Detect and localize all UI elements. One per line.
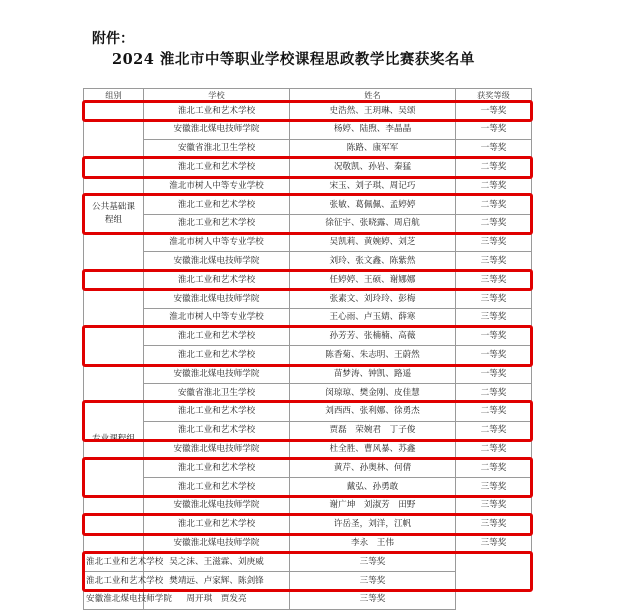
names-cell: 吴之沫、王滋霖、刘庚威 [144, 553, 290, 572]
award-cell: 三等奖 [290, 553, 456, 572]
award-cell: 二等奖 [456, 421, 532, 440]
names-cell: 刘玲、张文鑫、陈紫然 [290, 252, 456, 271]
names-cell: 樊靖远、卢家辉、陈剑锋 [144, 571, 290, 590]
names-cell: 宋玉、刘子琪、周记巧 [290, 177, 456, 196]
school-cell: 淮北工业和艺术学校 [144, 271, 290, 290]
school-cell: 淮北工业和艺术学校 [144, 515, 290, 534]
table-row [84, 102, 532, 121]
column-header-name: 姓名 [290, 89, 456, 102]
document-title: 2024 淮北市中等职业学校课程思政教学比赛获奖名单 [112, 51, 475, 68]
award-cell: 三等奖 [456, 289, 532, 308]
school-cell: 安徽淮北煤电技师学院 [144, 440, 290, 459]
table-row [84, 214, 532, 233]
names-cell: 陈香菊、朱志明、王蔚然 [290, 346, 456, 365]
names-cell: 徐征宇、张晓露、周启航 [290, 214, 456, 233]
names-cell: 贾磊 荣婉君 丁子俊 [290, 421, 456, 440]
school-cell: 安徽淮北煤电技师学院 [144, 496, 290, 515]
table-row [84, 346, 532, 365]
column-header-group: 组别 [84, 89, 144, 102]
award-cell: 一等奖 [456, 120, 532, 139]
table-row [84, 139, 532, 158]
names-cell: 杨婷、陆煦、李晶晶 [290, 120, 456, 139]
award-cell: 三等奖 [456, 308, 532, 327]
table-row [84, 534, 532, 553]
table-row [84, 177, 532, 196]
school-cell: 淮北工业和艺术学校 [144, 102, 290, 121]
names-cell: 任婷婷、王硕、谢娜娜 [290, 271, 456, 290]
table-row [84, 571, 532, 590]
award-cell: 二等奖 [456, 383, 532, 402]
table-row [84, 590, 532, 609]
award-cell: 一等奖 [456, 327, 532, 346]
award-cell: 三等奖 [290, 571, 456, 590]
names-cell: 闵琼琼、樊金刚、皮佳慧 [290, 383, 456, 402]
names-cell: 黄芹、孙奥林、何倩 [290, 459, 456, 478]
names-cell: 史浩然、王玥琳、吴颂 [290, 102, 456, 121]
school-cell: 淮北工业和艺术学校 [144, 214, 290, 233]
school-cell: 淮北工业和艺术学校 [144, 459, 290, 478]
table-row [84, 233, 532, 252]
group-cell: 专业课程组 [84, 327, 144, 553]
award-cell: 三等奖 [456, 477, 532, 496]
table-body [84, 102, 532, 610]
school-cell: 安徽省淮北卫生学校 [144, 139, 290, 158]
table-row [84, 252, 532, 271]
column-header-school: 学校 [144, 89, 290, 102]
school-cell: 淮北工业和艺术学校 [144, 477, 290, 496]
award-cell: 二等奖 [456, 177, 532, 196]
school-cell: 淮北工业和艺术学校 [84, 553, 144, 572]
award-cell: 三等奖 [290, 590, 456, 609]
names-cell: 陈路、康军军 [290, 139, 456, 158]
award-cell: 三等奖 [456, 534, 532, 553]
school-cell: 淮北工业和艺术学校 [144, 158, 290, 177]
names-cell: 孙芳芳、张楠楠、高薇 [290, 327, 456, 346]
table-row [84, 289, 532, 308]
names-cell: 张敏、葛佩佩、孟婷婷 [290, 195, 456, 214]
table-row [84, 120, 532, 139]
award-cell: 三等奖 [456, 252, 532, 271]
table-row [84, 459, 532, 478]
table-row [84, 195, 532, 214]
table-row [84, 383, 532, 402]
names-cell: 王心雨、卢玉婧、薛寒 [290, 308, 456, 327]
table-row [84, 421, 532, 440]
names-cell: 况敬凯、孙岩、秦猛 [290, 158, 456, 177]
table-header-row [84, 89, 532, 102]
award-cell: 三等奖 [456, 233, 532, 252]
table-row [84, 553, 532, 572]
column-header-award: 获奖等级 [456, 89, 532, 102]
award-cell: 二等奖 [456, 214, 532, 233]
school-cell: 安徽淮北煤电技师学院 [144, 120, 290, 139]
school-cell: 安徽淮北煤电技师学院 [144, 252, 290, 271]
school-cell: 淮北工业和艺术学校 [84, 571, 144, 590]
school-cell: 安徽淮北煤电技师学院 [144, 534, 290, 553]
school-cell: 安徽省淮北卫生学校 [144, 383, 290, 402]
names-cell: 谢广坤 刘淑芳 田野 [290, 496, 456, 515]
table-row [84, 515, 532, 534]
award-table [83, 88, 532, 610]
group-cell: 公共基础课程组 [84, 102, 144, 328]
school-cell: 淮北工业和艺术学校 [144, 327, 290, 346]
names-cell: 李永 王伟 [290, 534, 456, 553]
school-cell: 安徽淮北煤电技师学院 [84, 590, 144, 609]
table-row [84, 440, 532, 459]
names-cell: 周开琪 贾发亮 [144, 590, 290, 609]
names-cell: 张素文、刘玲玲、彭梅 [290, 289, 456, 308]
award-cell: 三等奖 [456, 515, 532, 534]
school-cell: 淮北工业和艺术学校 [144, 346, 290, 365]
names-cell: 刘西西、张利娜、徐勇杰 [290, 402, 456, 421]
names-cell: 戴弘、孙勇敢 [290, 477, 456, 496]
names-cell: 苗梦涛、钟凯、路遥 [290, 365, 456, 384]
award-cell: 二等奖 [456, 402, 532, 421]
school-cell: 淮北工业和艺术学校 [144, 195, 290, 214]
award-cell: 二等奖 [456, 195, 532, 214]
school-cell: 淮北工业和艺术学校 [144, 402, 290, 421]
names-cell: 杜全胜、曹风暴、苏鑫 [290, 440, 456, 459]
award-cell: 三等奖 [456, 496, 532, 515]
school-cell: 淮北市树人中等专业学校 [144, 177, 290, 196]
table-row [84, 308, 532, 327]
table-row [84, 402, 532, 421]
school-cell: 安徽淮北煤电技师学院 [144, 365, 290, 384]
attachment-label: 附件： [92, 31, 134, 47]
table-row [84, 365, 532, 384]
award-cell: 二等奖 [456, 158, 532, 177]
award-cell: 三等奖 [456, 271, 532, 290]
school-cell: 淮北市树人中等专业学校 [144, 308, 290, 327]
table-row [84, 271, 532, 290]
table-row [84, 496, 532, 515]
school-cell: 淮北工业和艺术学校 [144, 421, 290, 440]
school-cell: 安徽淮北煤电技师学院 [144, 289, 290, 308]
award-cell: 二等奖 [456, 459, 532, 478]
table-row [84, 158, 532, 177]
table-row [84, 327, 532, 346]
award-cell: 二等奖 [456, 440, 532, 459]
school-cell: 淮北市树人中等专业学校 [144, 233, 290, 252]
award-cell: 一等奖 [456, 346, 532, 365]
names-cell: 吴凯莉、黄婉婷、刘芝 [290, 233, 456, 252]
names-cell: 许岳圣，刘洋，江帆 [290, 515, 456, 534]
award-cell: 一等奖 [456, 139, 532, 158]
table-row [84, 477, 532, 496]
award-cell: 一等奖 [456, 102, 532, 121]
award-cell: 一等奖 [456, 365, 532, 384]
